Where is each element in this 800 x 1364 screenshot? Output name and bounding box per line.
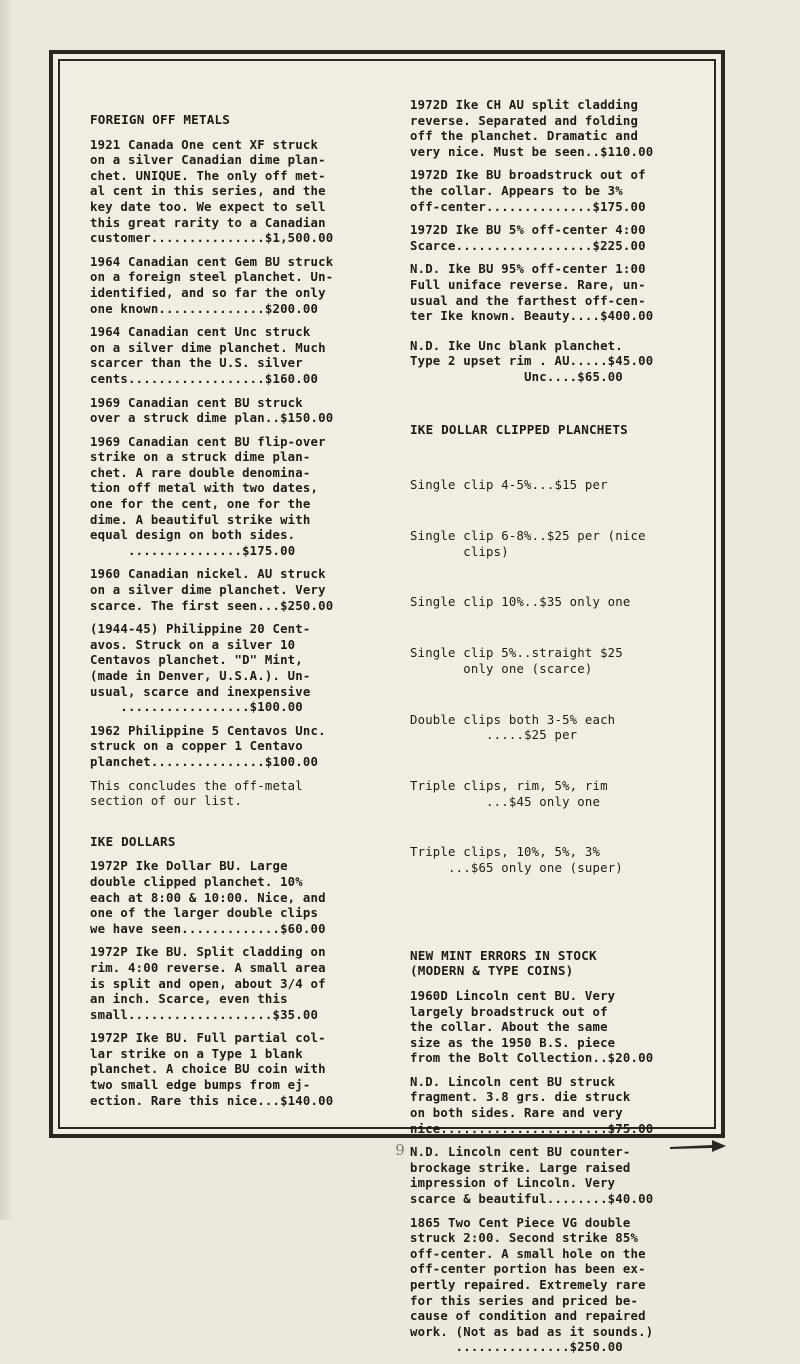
listing-text: 1969 Canadian cent BU struck over a struck dime plan..$150.00 <box>90 395 334 426</box>
listing-item <box>90 567 390 614</box>
listing-text: 1921 Canada One cent XF struck on a silver Canadian dime plan- chet. UNIQUE. The only off met- al cent in this series, and the key date too. We expect to sell this great rarity to a Canadian customer...............$1,500.00 <box>90 137 334 246</box>
section-heading-foreign-off-metals: FOREIGN OFF METALS <box>90 112 231 127</box>
listing-item <box>410 989 710 1067</box>
list-item: Triple clips, 10%, 5%, 3% ...$65 only one (super) <box>410 845 623 875</box>
listing-item <box>90 724 390 771</box>
listing-text: N.D. Lincoln cent BU struck fragment. 3.8 grs. die struck on both sides. Rare and very nice......................$75.00 <box>410 1074 654 1136</box>
listing-item <box>410 168 710 215</box>
list-item: Double clips both 3-5% each .....$25 per <box>410 712 616 743</box>
clipped-planchet-list <box>410 447 710 912</box>
listing-item <box>90 1031 390 1109</box>
list-item: Triple clips, rim, 5%, rim ...$45 only one <box>410 778 608 809</box>
listing-text: 1969 Canadian cent BU flip-over strike on a struck dime plan- chet. A rare double denomina- tion off metal with two dates, one for the cent, one for the dime. A beautiful strike with equal design on both sides. ...............$175.00 <box>90 434 326 558</box>
listing-item <box>90 255 390 317</box>
listing-item <box>410 1075 710 1137</box>
listing-item <box>410 98 710 160</box>
arrow-right-icon <box>668 1136 728 1156</box>
listing-text: 1964 Canadian cent Unc struck on a silver dime planchet. Much scarcer than the U.S. silver cents..................$160.00 <box>90 325 326 386</box>
listing-text: 1972P Ike Dollar BU. Large double clipped planchet. 10% each at 8:00 & 10:00. Nice, and one of the larger double clips we have seen.............$60.00 <box>90 859 326 936</box>
section-closing-note: This concludes the off-metal section of our list. <box>90 778 303 809</box>
listing-text: (1944-45) Philippine 20 Cent- avos. Struck on a silver 10 Centavos planchet. "D" Mint, (made in Denver, U.S.A.). Un- usual, scarce and inexpensive .................$100.00 <box>90 622 311 715</box>
list-item: Single clip 4-5%...$15 per <box>410 478 608 493</box>
listing-item <box>90 325 390 387</box>
list-item: Single clip 10%..$35 only one <box>410 595 631 610</box>
listing-text: 1964 Canadian cent Gem BU struck on a foreign steel planchet. Un- identified, and so far the only one known..............$200.00 <box>90 254 334 316</box>
listing-text: 1960D Lincoln cent BU. Very largely broadstruck out of the collar. About the same size as the 1950 B.S. piece from the Bolt Collection..$20.00 <box>410 988 654 1066</box>
listing-item <box>410 1216 710 1356</box>
listing-item <box>90 138 390 247</box>
listing-text: 1962 Philippine 5 Centavos Unc. struck on a copper 1 Centavo planchet...............$100.00 <box>90 723 326 769</box>
listing-item <box>90 622 390 716</box>
left-column <box>90 112 390 1117</box>
listing-item <box>410 339 710 386</box>
section-heading-new-mint-errors: NEW MINT ERRORS IN STOCK (MODERN & TYPE COINS) <box>410 947 597 979</box>
listing-text: N.D. Ike Unc blank planchet. Type 2 upset rim . AU.....$45.00 Unc....$65.00 <box>410 338 654 384</box>
paper-edge <box>0 0 14 1220</box>
section-heading-ike-clipped-planchets: IKE DOLLAR CLIPPED PLANCHETS <box>410 421 628 437</box>
listing-item <box>410 1145 710 1207</box>
section-heading-ike-dollars: IKE DOLLARS <box>90 833 176 849</box>
listing-text: N.D. Lincoln cent BU counter- brockage strike. Large raised impression of Lincoln. Very scarce & beautiful........$40.00 <box>410 1145 654 1207</box>
listing-item <box>90 859 390 937</box>
listing-text: 1972D Ike CH AU split cladding reverse. Separated and folding off the planchet. Dramatic and very nice. Must be seen..$110.00 <box>410 98 654 159</box>
list-item: Single clip 6-8%..$25 per (nice clips) <box>410 529 646 559</box>
listing-text: 1865 Two Cent Piece VG double struck 2:00. Second strike 85% off-center. A small hole on the off-center portion has been ex- pertly repaired. Extremely rare for this series and priced be- cause of condition and repaired work. (Not as bad as it sounds.) ...............$250.00 <box>410 1215 654 1355</box>
listing-item <box>90 435 390 560</box>
listing-item <box>410 223 710 254</box>
listing-text: N.D. Ike BU 95% off-center 1:00 Full uniface reverse. Rare, un- usual and the farthest off-cen- ter Ike known. Beauty....$400.00 <box>410 262 654 324</box>
listing-item <box>90 945 390 1023</box>
list-item: Single clip 5%..straight $25 only one (scarce) <box>410 646 623 676</box>
listing-item <box>410 262 710 324</box>
listing-text: 1972P Ike BU. Full partial col- lar strike on a Type 1 blank planchet. A choice BU coin with two small edge bumps from ej- ection. Rare this nice...$140.00 <box>90 1031 334 1108</box>
right-column <box>410 98 710 1364</box>
listing-text: 1972D Ike BU 5% off-center 4:00 Scarce..................$225.00 <box>410 223 646 253</box>
listing-text: 1972P Ike BU. Split cladding on rim. 4:00 reverse. A small area is split and open, about 3/4 of an inch. Scarce, even this small...................$35.00 <box>90 945 326 1022</box>
listing-text: 1960 Canadian nickel. AU struck on a silver dime planchet. Very scarce. The first seen...$250.00 <box>90 567 334 613</box>
listing-text: 1972D Ike BU broadstruck out of the collar. Appears to be 3% off-center..............$175.00 <box>410 168 646 214</box>
listing-item <box>90 396 390 427</box>
page-number: 9 <box>395 1141 405 1159</box>
